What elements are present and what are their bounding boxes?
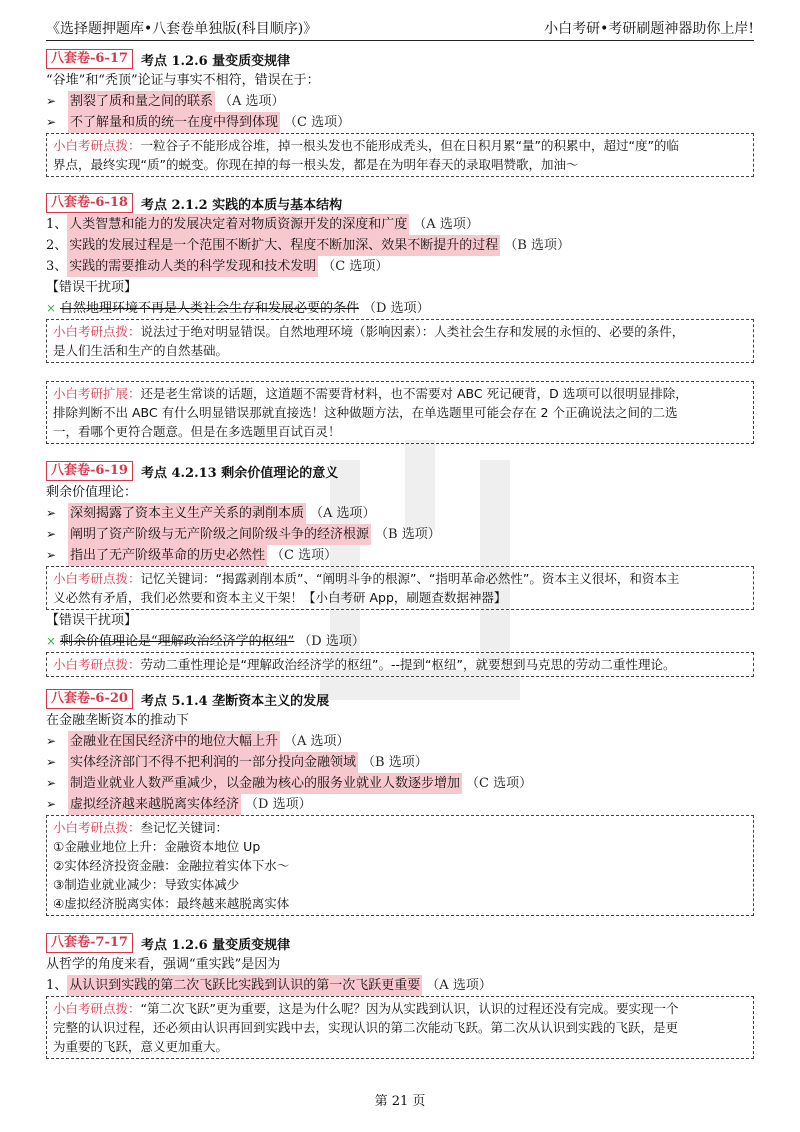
question-intro: 在金融垄断资本的推动下 [46,713,190,728]
header-title-left: 《选择题押题库•八套卷单独版(科目顺序)》 [46,21,318,37]
extension-label: 小白考研扩展： [53,386,141,401]
question-tag: 八套卷-7-17 [46,933,133,953]
question-intro: 从哲学的角度来看，强调“重实践”是因为 [46,957,281,972]
question-tag: 八套卷-6-19 [46,461,133,481]
question-block-6-17 [46,48,754,177]
tip-box: 小白考研点拨：一粒谷子不能形成谷堆，掉一根头发也不能形成秃头，但在日积月累“量”的积累中，超过“度”的临 界点，最终实现“质”的蜕变。你现在掉的每一根头发，都是在为明年春天的录取唱赞歌，加油～ [46,133,754,177]
knowledge-point: 考点 1.2.6 量变质变规律 [140,53,291,69]
cross-icon: × [46,634,57,648]
arrow-bullet-icon: ➢ [46,548,57,562]
tip-box: 小白考研点拨：记忆关键词：“揭露剥削本质”、“阐明斗争的根源”、“指明革命必然性”。资本主义很坏，和资本主 义必然有矛盾，我们必然要和资本主义干架！【小白考研 App，刷题查数据神器】 [46,566,754,610]
question-tag: 八套卷-6-18 [46,193,133,213]
tip-label: 小白考研点拨： [53,1001,141,1016]
question-block-7-17 [46,932,754,1059]
arrow-bullet-icon: ➢ [46,755,57,769]
question-block-6-19 [46,460,754,677]
question-block-6-20 [46,688,754,916]
tip-box: 小白考研点拨：叁记忆关键词： ①金融业地位上升：金融资本地位 Up ②实体经济投资金融：金融拉着实体下水～ ③制造业就业减少：导致实体减少 ④虚拟经济脱离实体：最终越来越脱离实体 [46,815,754,916]
knowledge-point: 考点 4.2.13 剩余价值理论的意义 [140,465,339,481]
tip-label: 小白考研点拨： [53,571,141,586]
tip-label: 小白考研点拨： [53,324,141,339]
answer-item: ➢ 制造业就业人数严重减少，以金融为核心的服务业就业人数逐步增加 （C 选项） [46,773,754,794]
arrow-bullet-icon: ➢ [46,776,57,790]
answer-item: ➢ 虚拟经济越来越脱离实体经济 （D 选项） [46,794,754,815]
answer-item: 3、 实践的需要推动人类的科学发现和技术发明 （C 选项） [46,256,754,277]
wrong-label: 【错误干扰项】 [46,613,138,628]
header-title-right: 小白考研•考研刷题神器助你上岸! [544,21,754,37]
question-tag: 八套卷-6-17 [46,49,133,69]
question-intro: 剩余价值理论： [46,485,138,500]
arrow-bullet-icon: ➢ [46,506,57,520]
extension-box: 小白考研扩展：还是老生常谈的话题，这道题不需要背材料，也不需要对 ABC 死记硬背，D 选项可以很明显排除， 排除判断不出 ABC 有什么明显错误那就直接选！这种做题方法，在单选题里可能会存在 2 个正确说法之间的二选 一，看哪个更符合题意。但是在多选题里百试百灵！ [46,381,754,444]
arrow-bullet-icon: ➢ [46,115,57,129]
wrong-label: 【错误干扰项】 [46,280,138,295]
tip-label: 小白考研点拨： [53,657,141,672]
answer-item: 1、 从认识到实践的第二次飞跃比实践到认识的第一次飞跃更重要 （A 选项） [46,975,754,996]
knowledge-point: 考点 5.1.4 垄断资本主义的发展 [140,693,330,709]
answer-item: ➢ 不了解量和质的统一在度中得到体现 （C 选项） [46,112,754,133]
page-number: 第 21 页 [374,1094,426,1109]
tip-label: 小白考研点拨： [53,138,141,153]
wrong-item: × 剩余价值理论是“理解政治经济学的枢纽” （D 选项） [46,631,754,652]
arrow-bullet-icon: ➢ [46,734,57,748]
question-tag: 八套卷-6-20 [46,689,133,709]
answer-item: ➢ 实体经济部门不得不把利润的一部分投向金融领域 （B 选项） [46,752,754,773]
arrow-bullet-icon: ➢ [46,94,57,108]
tip-box: 小白考研点拨：“第二次飞跃”更为重要，这是为什么呢？因为从实践到认识，认识的过程还没有完成。要实现一个 完整的认识过程，还必须由认识再回到实践中去，实现认识的第二次能动飞跃。第二次从认识到实践的飞跃，是更 为重要的飞跃，意义更加重大。 [46,996,754,1059]
cross-icon: × [46,301,57,315]
question-block-6-18 [46,192,754,444]
tip-box: 小白考研点拨：说法过于绝对明显错误。自然地理环境（影响因素）：人类社会生存和发展的永恒的、必要的条件， 是人们生活和生产的自然基础。 [46,319,754,363]
answer-item: ➢ 指出了无产阶级革命的历史必然性 （C 选项） [46,545,754,566]
tip-box: 小白考研点拨：劳动二重性理论是“理解政治经济学的枢纽”。--提到“枢纽”，就要想到马克思的劳动二重性理论。 [46,652,754,677]
knowledge-point: 考点 2.1.2 实践的本质与基本结构 [140,197,343,213]
answer-item: ➢ 深刻揭露了资本主义生产关系的剥削本质 （A 选项） [46,503,754,524]
arrow-bullet-icon: ➢ [46,797,57,811]
answer-item: ➢ 金融业在国民经济中的地位大幅上升 （A 选项） [46,731,754,752]
answer-item: 1、 人类智慧和能力的发展决定着对物质资源开发的深度和广度 （A 选项） [46,214,754,235]
answer-item: ➢ 割裂了质和量之间的联系 （A 选项） [46,91,754,112]
knowledge-point: 考点 1.2.6 量变质变规律 [140,937,291,953]
wrong-item: × 自然地理环境不再是人类社会生存和发展必要的条件 （D 选项） [46,298,754,319]
page-header [46,16,754,41]
tip-label: 小白考研点拨： [53,820,141,835]
question-intro: “谷堆”和“秃顶”论证与事实不相符，错误在于： [46,73,320,88]
arrow-bullet-icon: ➢ [46,527,57,541]
answer-item: ➢ 阐明了资产阶级与无产阶级之间阶级斗争的经济根源 （B 选项） [46,524,754,545]
answer-item: 2、 实践的发展过程是一个范围不断扩大、程度不断加深、效果不断提升的过程 （B 选项） [46,235,754,256]
